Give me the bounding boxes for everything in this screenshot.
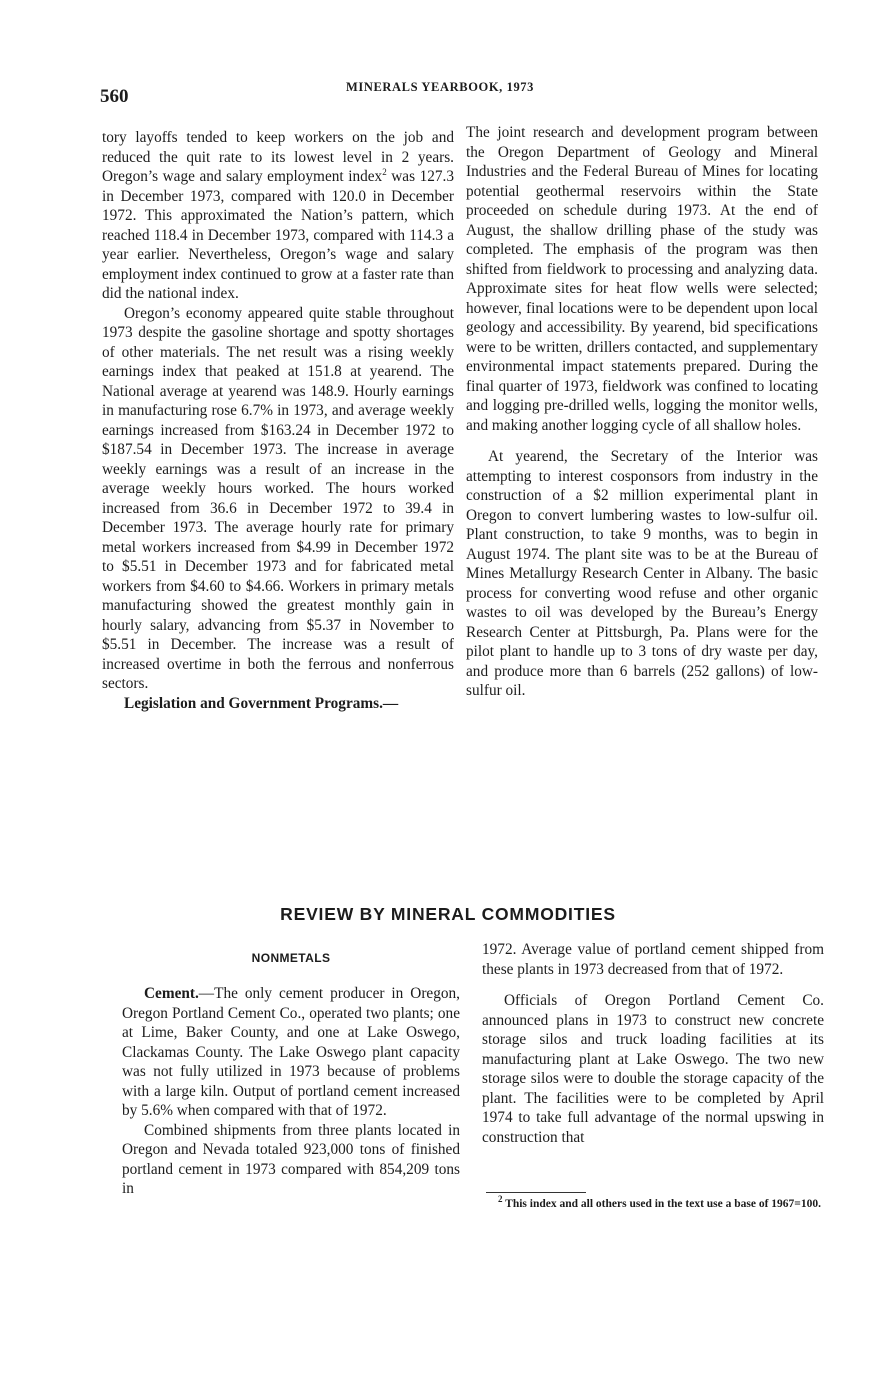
- bottom-left-column: [122, 984, 460, 1199]
- sub-heading: NONMETALS: [251, 951, 331, 965]
- paragraph-experimental-plant: At yearend, the Secretary of the Interior was attempting to interest cosponsors from industry in the construction of a $2 million experimental plant in Oregon to convert lumbering wastes to low-sulfur oil. Plant construction, to take 9 months, was to begin in August 1974. The plant site was to be at the Bureau of Mines Metallurgy Research Center in Albany. The basic process for converting wood refuse and other organic wastes to oil was developed by the Bureau’s Energy Research Center at Pittsburgh, Pa. Plans were for the pilot plant to handle up to 3 tons of dry waste per day, and produce more than 6 barrels (252 gallons) of low-sulfur oil.: [466, 448, 818, 699]
- footnote-marker: 2: [498, 1194, 503, 1205]
- page-number: 560: [100, 86, 129, 107]
- run-in-heading: Cement.: [144, 985, 199, 1002]
- paragraph-text: —The only cement producer in Oregon, Oregon Portland Cement Co., operated two plants; one at Lime, Baker County, and one at Lake Oswego, Clackamas County. The Lake Oswego plant capacity was not fully utilized in 1973 because of problems with a large kiln. Output of portland cement increased by 5.6% when compared with that of 1972.: [122, 985, 460, 1119]
- top-left-column: [102, 128, 454, 713]
- run-in-heading: Legislation and Government Programs.—: [124, 694, 399, 712]
- running-head: MINERALS YEARBOOK, 1973: [346, 80, 535, 94]
- footnote: [486, 1194, 828, 1211]
- paragraph-geothermal-research: The joint research and development program between the Oregon Department of Geology and Mineral Industries and the Federal Bureau of Mines for locating potential geothermal reservoirs within the State proceeded on schedule during 1973. At the end of August, the shallow drilling phase of the study was completed. The emphasis of the program was then shifted from fieldwork to processing and analyzing data. Approximate sites for heat flow wells were selected; however, final locations were to be dependent upon local geology and accessibility. By yearend, bid specifications were to be written, drillers contacted, and supplementary environmental impact statements prepared. During the final quarter of 1973, fieldwork was confined to locating and logging pre-drilled wells, logging the monitor wells, and making another logging cycle of all shallow holes.: [466, 124, 818, 434]
- paragraph-text: tory layoffs tended to keep workers on the job and reduced the quit rate to its lowest level in 2 years. Oregon’s wage and salary employment index: [102, 129, 454, 185]
- footnote-text: This index and all others used in the text use a base of 1967=100.: [505, 1198, 821, 1210]
- footnote-rule: [486, 1192, 586, 1193]
- paragraph-cement: [122, 984, 460, 1121]
- paragraph-storage-silos: Officials of Oregon Portland Cement Co. announced plans in 1973 to construct new concrete storage silos and truck loading facilities at its manufacturing plant at Lake Oswego. The two new storage silos were to double the storage capacity of the plant. The facilities were to be completed by April 1974 to take full advantage of the normal upswing in construction that: [482, 992, 824, 1146]
- footnote-reference: 2: [382, 166, 387, 177]
- top-right-column: [466, 123, 818, 701]
- bottom-right-column: [482, 940, 824, 1147]
- paragraph-economy: Oregon’s economy appeared quite stable throughout 1973 despite the gasoline shortage and spotty shortages of other materials. The net result was a rising weekly earnings index that peaked at 151.8 at yearend. The National average at yearend was 148.9. Hourly earnings in manufacturing rose 6.7% in 1973, and average weekly earnings increased from $163.24 in December 1972 to $187.54 in December 1973. The increase in average weekly earnings was a result of an increase in the average weekly hours worked. The hours worked increased from 36.6 in December 1972 to 39.4 in December 1973. The average hourly rate for primary metal workers increased from $4.99 in December 1972 to $5.51 in December 1973 and for fabricated metal workers from $4.60 to $4.66. Workers in primary metals manufacturing showed the greatest monthly gain in hourly salary, advancing from $5.37 in November to $5.51 in December. The increase was a result of increased overtime in both the ferrous and nonferrous sectors.: [102, 304, 454, 692]
- paragraph-shipments: Combined shipments from three plants located in Oregon and Nevada totaled 923,000 tons of finished portland cement in 1973 compared with 854,209 tons in: [122, 1121, 460, 1197]
- section-heading: REVIEW BY MINERAL COMMODITIES: [280, 904, 616, 924]
- paragraph-employment-index: [102, 128, 454, 304]
- paragraph-average-value: 1972. Average value of portland cement shipped from these plants in 1973 decreased from that of 1972.: [482, 941, 824, 978]
- paragraph-text: was 127.3 in December 1973, compared with 120.0 in December 1972. This approximated the Nation’s pattern, which reached 118.4 in December 1973, compared with 114.3 a year earlier. Nevertheless, Oregon’s wage and salary employment index continued to grow at a faster rate than did the national index.: [102, 168, 454, 302]
- paragraph-legislation-heading: [102, 694, 454, 714]
